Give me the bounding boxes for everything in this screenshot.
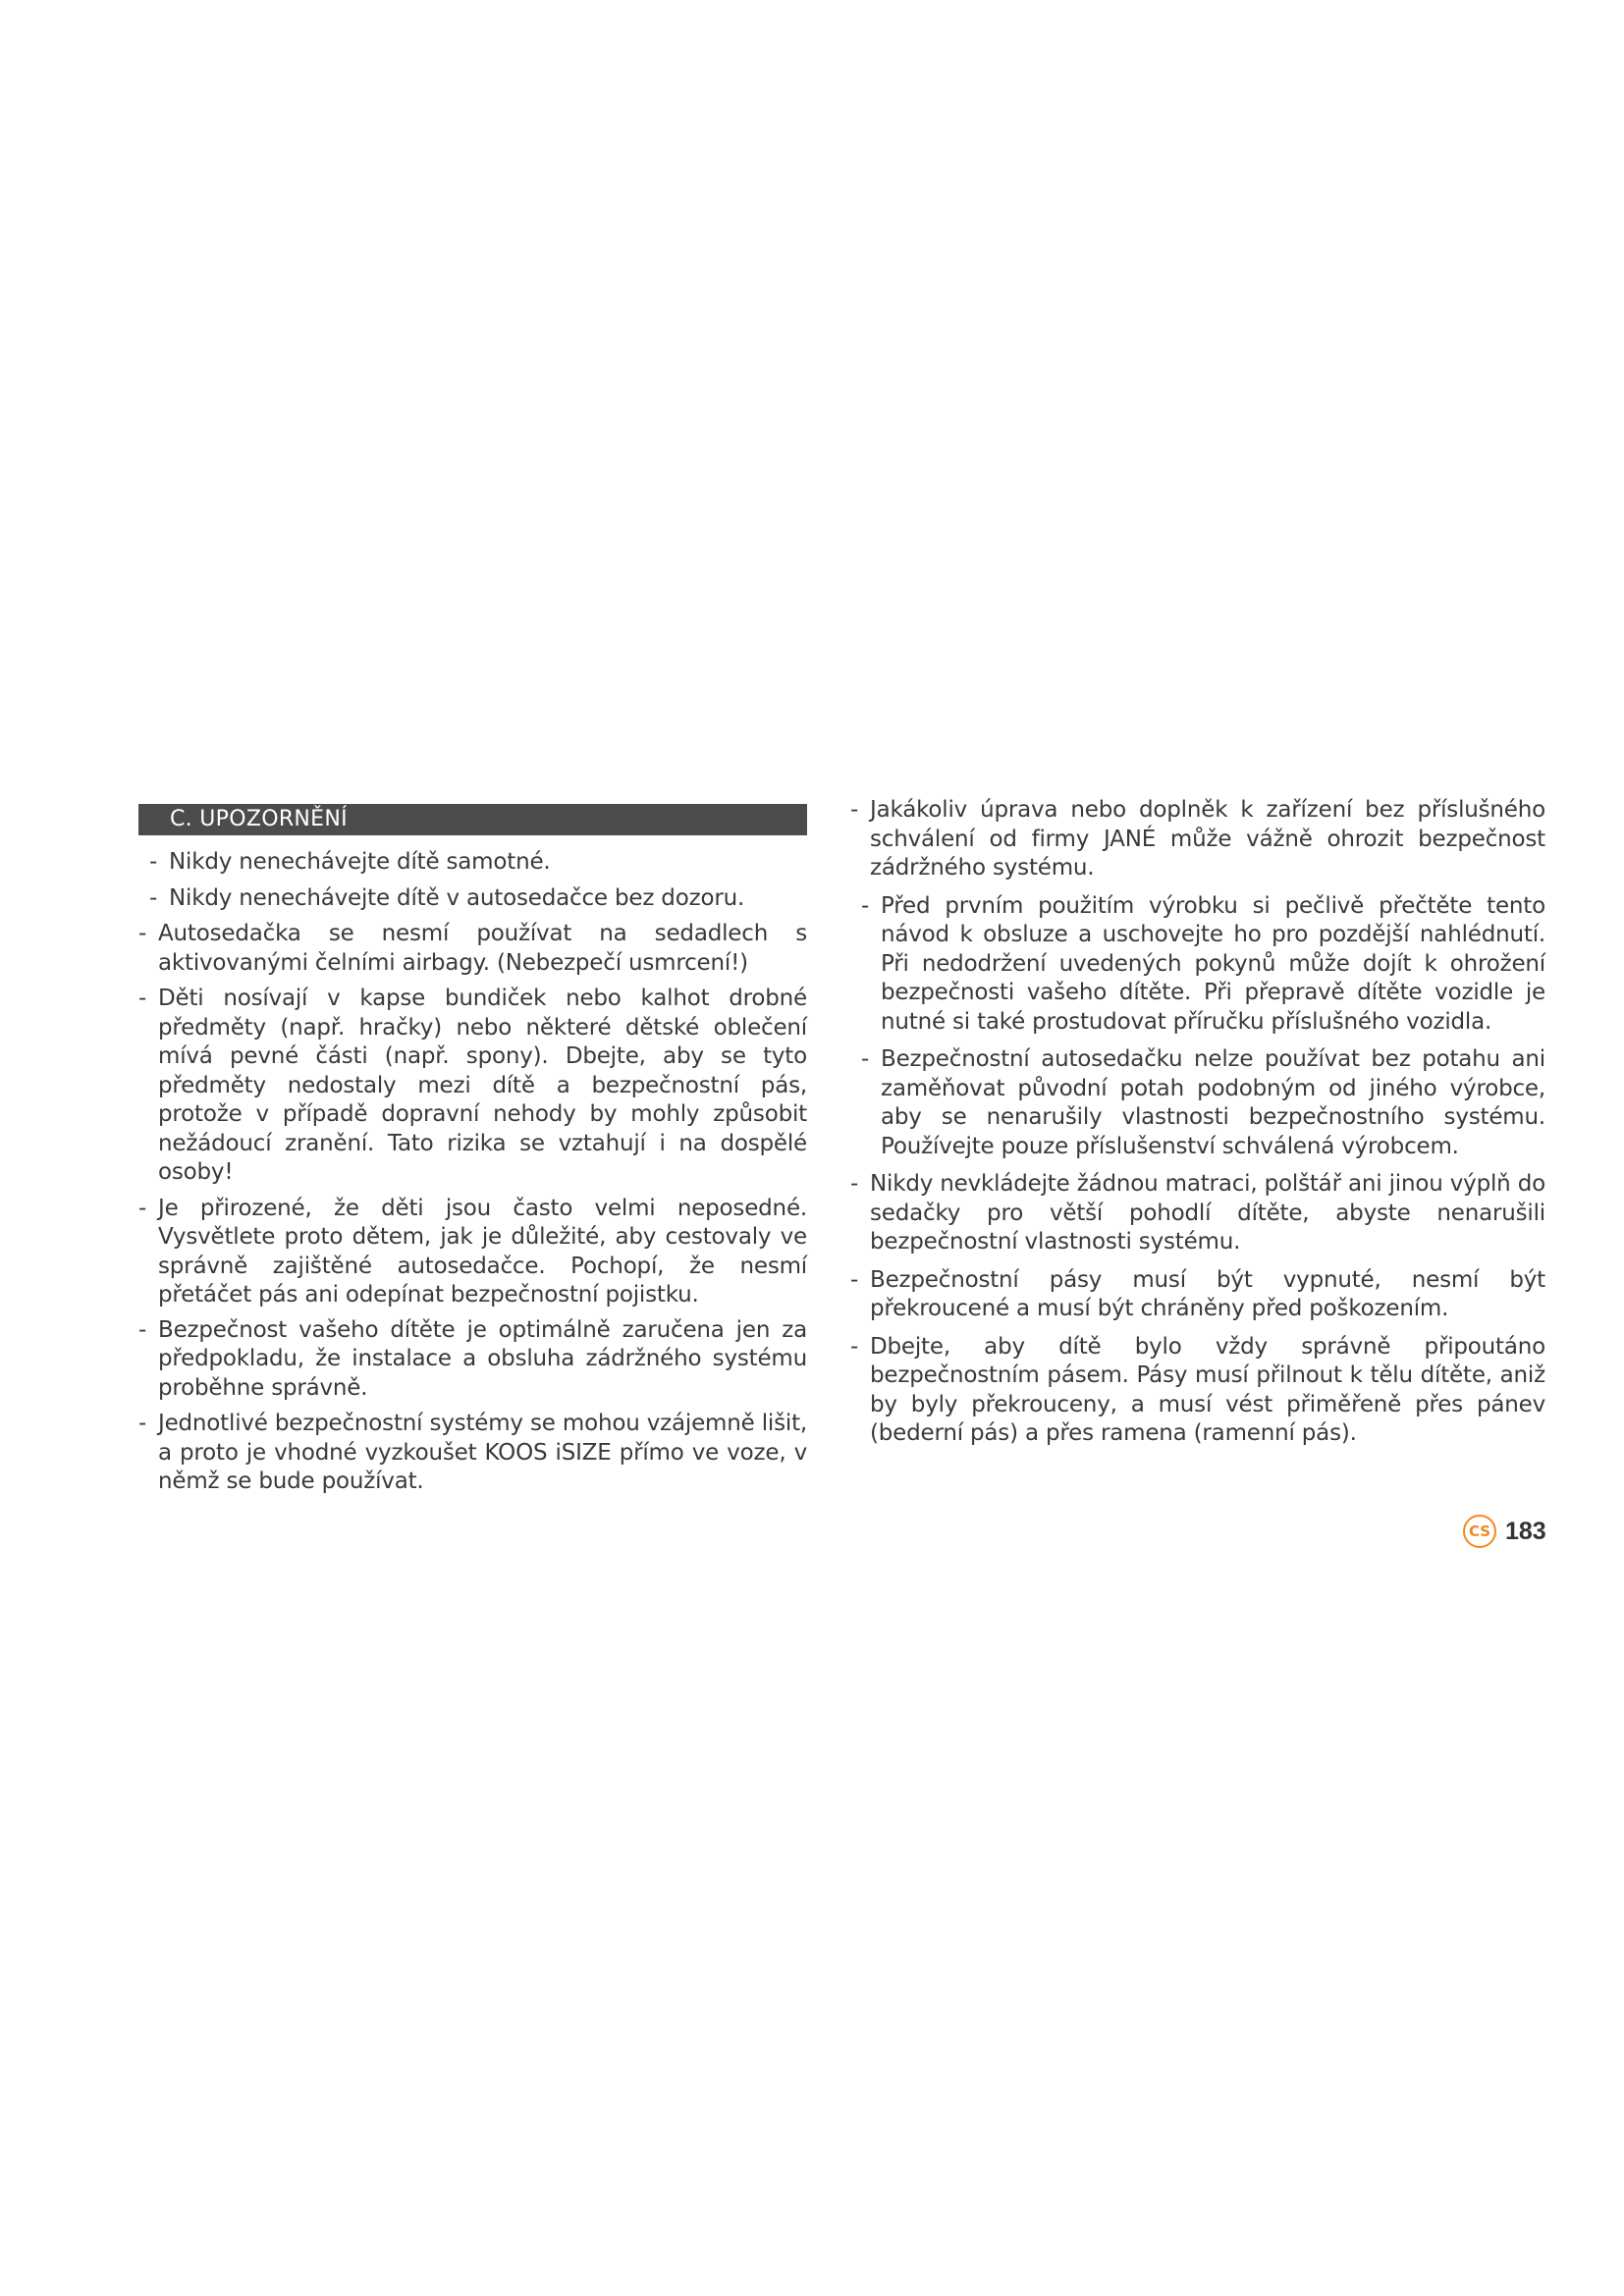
warning-item bbox=[850, 1170, 1545, 1257]
bullet-dash: - bbox=[850, 1171, 859, 1197]
right-column bbox=[850, 796, 1545, 1458]
warning-item bbox=[138, 884, 807, 914]
warning-text: Jakákoliv úprava nebo doplněk k zařízení bez příslušného schválení od firmy JANÉ může vážně ohrozit bezpečnost zádržného systému. bbox=[870, 797, 1545, 881]
warning-item bbox=[850, 1333, 1545, 1449]
warning-text: Nikdy nenechávejte dítě v autosedačce bez dozoru. bbox=[169, 884, 745, 911]
warning-text: Nikdy nevkládejte žádnou matraci, polštář ani jinou výplň do sedačky pro větší pohodlí dítěte, abyste nenarušili bezpečnostní vlastnosti systému. bbox=[870, 1171, 1545, 1255]
page-number: 183 bbox=[1505, 1517, 1546, 1545]
warning-text: Nikdy nenechávejte dítě samotné. bbox=[169, 849, 551, 875]
bullet-dash: - bbox=[138, 986, 147, 1011]
warning-item bbox=[138, 848, 807, 878]
warning-item bbox=[138, 1316, 807, 1404]
bullet-dash: - bbox=[138, 1411, 147, 1436]
section-title: C. UPOZORNĚNÍ bbox=[138, 804, 807, 835]
warning-text: Bezpečnostní pásy musí být vypnuté, nesmí být překroucené a musí být chráněny před poškozením. bbox=[870, 1266, 1545, 1321]
bullet-dash: - bbox=[138, 1195, 147, 1221]
warning-text: Je přirozené, že děti jsou často velmi neposedné. Vysvětlete proto dětem, jak je důležité, aby cestovaly ve správně zajištěné autosedačce. Pochopí, že nesmí přetáčet pás ani odepínat bezpečnostní pojistku. bbox=[158, 1195, 807, 1308]
page-footer bbox=[1463, 1515, 1546, 1548]
bullet-dash: - bbox=[850, 797, 859, 823]
warning-item bbox=[138, 985, 807, 1188]
bullet-dash: - bbox=[861, 1046, 870, 1072]
bullet-dash: - bbox=[850, 1266, 859, 1293]
warning-item bbox=[138, 1410, 807, 1497]
warning-item bbox=[850, 1045, 1545, 1161]
bullet-dash: - bbox=[861, 892, 870, 919]
warning-text: Bezpečnostní autosedačku nelze používat bez potahu ani zaměňovat původní potah podobným od jiného výrobce, aby se nenarušily vlastnosti bezpečnostního systému. Používejte pouze příslušenství schválená výrobcem. bbox=[881, 1046, 1545, 1159]
warning-item bbox=[850, 892, 1545, 1038]
warning-item bbox=[138, 920, 807, 978]
bullet-dash: - bbox=[149, 884, 158, 911]
warning-text: Děti nosívají v kapse bundiček nebo kalhot drobné předměty (např. hračky) nebo některé dětské oblečení mívá pevné části (např. spony). Dbejte, aby se tyto předměty nedostaly mezi dítě a bezpečnostní pás, protože v případě dopravní nehody by mohly způsobit nežádoucí zranění. Tato rizika se vztahují i na dospělé osoby! bbox=[158, 986, 807, 1185]
bullet-dash: - bbox=[149, 849, 158, 875]
warning-text: Před prvním použitím výrobku si pečlivě přečtěte tento návod k obsluze a uschovejte ho pro pozdější nahlédnutí. Při nedodržení uvedených pokynů může dojít k ohrožení bezpečnosti vašeho dítěte. Při přepravě dítěte vozidle je nutné si také prostudovat příručku příslušného vozidla. bbox=[881, 892, 1545, 1035]
warning-text: Dbejte, aby dítě bylo vždy správně připoutáno bezpečnostním pásem. Pásy musí přilnout k tělu dítěte, aniž by byly překrouceny, a musí vést přiměřeně přes pánev (bederní pás) a přes ramena (ramenní pás). bbox=[870, 1333, 1545, 1446]
warning-text: Jednotlivé bezpečnostní systémy se mohou vzájemně lišit, a proto je vhodné vyzkoušet KOOS iSIZE přímo ve voze, v němž se bude používat. bbox=[158, 1411, 807, 1494]
language-badge: CS bbox=[1463, 1515, 1496, 1548]
warning-item bbox=[138, 1195, 807, 1310]
warning-item bbox=[850, 1266, 1545, 1324]
bullet-dash: - bbox=[850, 1333, 859, 1360]
bullet-dash: - bbox=[138, 1316, 147, 1343]
warning-text: Bezpečnost vašeho dítěte je optimálně zaručena jen za předpokladu, že instalace a obsluha zádržného systému proběhne správně. bbox=[158, 1316, 807, 1401]
warning-item bbox=[850, 796, 1545, 883]
bullet-dash: - bbox=[138, 921, 147, 946]
left-column bbox=[138, 848, 807, 1504]
warning-text: Autosedačka se nesmí používat na sedadlech s aktivovanými čelními airbagy. (Nebezpečí usmrcení!) bbox=[158, 921, 807, 976]
